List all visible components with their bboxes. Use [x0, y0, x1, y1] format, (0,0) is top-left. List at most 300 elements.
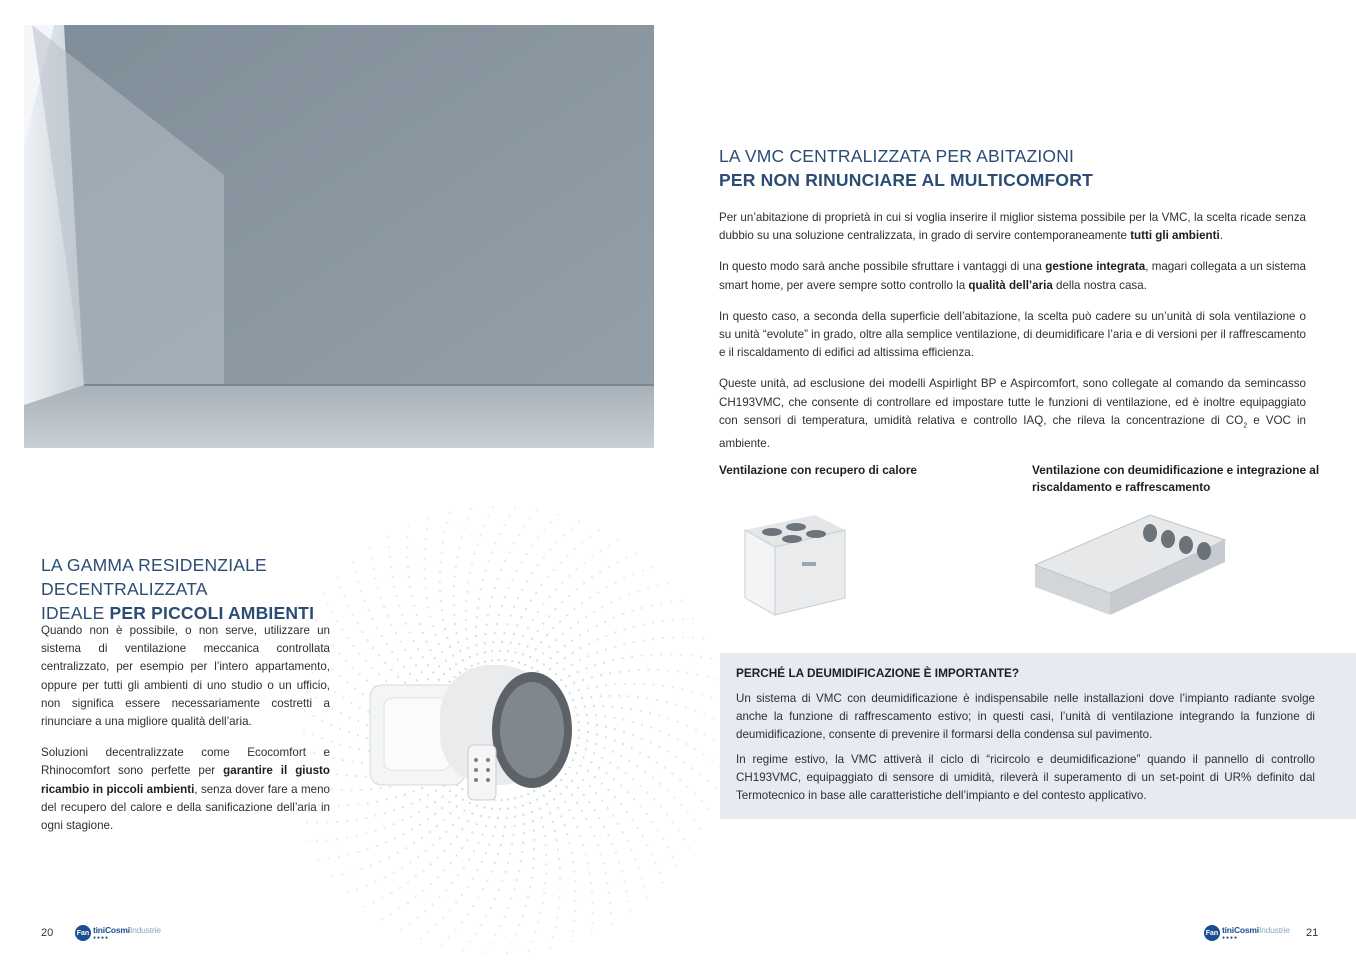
airflow-dot — [407, 902, 409, 904]
airflow-dot — [677, 738, 679, 740]
airflow-dot — [591, 932, 593, 934]
airflow-dot — [533, 839, 535, 841]
airflow-dot — [588, 643, 590, 645]
airflow-dot — [331, 707, 333, 709]
caption-dehumidification: Ventilazione con deumidificazione e integrazione al riscaldamento e raffrescamento — [1032, 463, 1320, 494]
airflow-dot — [575, 588, 577, 590]
centralized-vmc-title — [719, 144, 1319, 192]
airflow-dot — [417, 856, 419, 858]
airflow-dot — [513, 542, 515, 544]
airflow-dot — [379, 860, 381, 862]
airflow-dot — [476, 543, 478, 545]
caption-heat-recovery: Ventilazione con recupero di calore — [719, 463, 917, 477]
airflow-dot — [423, 558, 425, 560]
airflow-dot — [355, 775, 357, 777]
airflow-dot — [435, 924, 437, 926]
airflow-dot — [700, 656, 702, 658]
airflow-dot — [467, 913, 469, 915]
airflow-dot — [432, 625, 434, 627]
airflow-dot — [386, 799, 388, 801]
airflow-dot — [587, 687, 589, 689]
airflow-dot — [599, 571, 601, 573]
paragraph: Per un’abitazione di proprietà in cui si voglia inserire il miglior sistema possibile per la VMC, la scelta ricade senza dubbio su una soluzione centralizzata, in grado di servire contemporaneamente tutti gli ambienti. — [719, 211, 1306, 243]
airflow-dot — [680, 599, 682, 601]
airflow-dot — [485, 915, 487, 917]
airflow-dot — [439, 581, 441, 583]
airflow-dot — [365, 817, 367, 819]
airflow-dot — [589, 597, 591, 599]
airflow-dot — [387, 615, 389, 617]
airflow-dot — [546, 803, 548, 805]
airflow-dot — [525, 905, 527, 907]
airflow-dot — [388, 856, 390, 858]
airflow-dot — [578, 721, 580, 723]
airflow-dot — [716, 679, 718, 681]
airflow-dot — [476, 823, 478, 825]
airflow-dot — [410, 815, 412, 817]
airflow-dot — [523, 525, 525, 527]
airflow-dot — [395, 796, 397, 798]
airflow-dot — [598, 817, 600, 819]
airflow-dot — [667, 847, 669, 849]
airflow-dot — [559, 877, 561, 879]
airflow-dot — [585, 748, 587, 750]
airflow-dot — [695, 729, 697, 731]
airflow-dot — [631, 656, 633, 658]
airflow-dot — [521, 616, 523, 618]
heat-recovery-unit-image — [720, 490, 860, 630]
airflow-dot — [336, 838, 338, 840]
airflow-dot — [428, 931, 430, 933]
airflow-dot — [637, 696, 639, 698]
airflow-dot — [506, 623, 508, 625]
airflow-dot — [555, 785, 557, 787]
airflow-dot — [555, 673, 557, 675]
airflow-dot — [422, 656, 424, 658]
airflow-dot — [620, 803, 622, 805]
airflow-dot — [612, 751, 614, 753]
airflow-dot — [581, 697, 583, 699]
cube-unit-illustration — [720, 490, 860, 630]
airflow-dot — [403, 666, 405, 668]
airflow-dot — [376, 627, 378, 629]
airflow-dot — [591, 922, 593, 924]
airflow-dot — [599, 550, 601, 552]
airflow-dot — [348, 716, 350, 718]
airflow-dot — [449, 812, 451, 814]
airflow-dot — [341, 873, 343, 875]
airflow-dot — [369, 548, 371, 550]
airflow-dot — [452, 824, 454, 826]
airflow-dot — [471, 562, 473, 564]
airflow-dot — [667, 670, 669, 672]
airflow-dot — [462, 799, 464, 801]
airflow-dot — [556, 916, 558, 918]
airflow-dot — [480, 815, 482, 817]
airflow-dot — [549, 946, 551, 948]
airflow-dot — [342, 759, 344, 761]
airflow-dot — [504, 560, 506, 562]
airflow-dot — [533, 790, 535, 792]
airflow-dot — [537, 630, 539, 632]
airflow-dot — [642, 570, 644, 572]
airflow-dot — [416, 614, 418, 616]
airflow-dot — [699, 828, 701, 830]
airflow-dot — [543, 663, 545, 665]
airflow-dot — [338, 652, 340, 654]
airflow-dot — [437, 643, 439, 645]
airflow-dot — [581, 810, 583, 812]
airflow-dot — [608, 892, 610, 894]
airflow-dot — [388, 536, 390, 538]
airflow-dot — [618, 695, 620, 697]
airflow-dot — [429, 616, 431, 618]
airflow-dot — [356, 888, 358, 890]
airflow-dot — [572, 652, 574, 654]
airflow-dot — [687, 811, 689, 813]
airflow-dot — [510, 642, 512, 644]
airflow-dot — [474, 932, 476, 934]
airflow-dot — [573, 817, 575, 819]
airflow-dot — [686, 672, 688, 674]
airflow-dot — [666, 789, 668, 791]
airflow-dot — [583, 794, 585, 796]
airflow-dot — [581, 541, 583, 543]
airflow-dot — [662, 637, 664, 639]
airflow-dot — [522, 915, 524, 917]
airflow-dot — [336, 821, 338, 823]
airflow-dot — [332, 645, 334, 647]
airflow-dot — [545, 844, 547, 846]
logo-dots: ●●●● — [93, 934, 110, 941]
airflow-dot — [391, 576, 393, 578]
airflow-dot — [465, 628, 467, 630]
airflow-dot — [513, 825, 515, 827]
airflow-dot — [564, 801, 566, 803]
airflow-dot — [481, 833, 483, 835]
airflow-dot — [477, 842, 479, 844]
airflow-dot — [628, 670, 630, 672]
airflow-dot — [472, 877, 474, 879]
airflow-dot — [404, 794, 406, 796]
airflow-dot — [408, 923, 410, 925]
airflow-dot — [614, 728, 616, 730]
airflow-dot — [340, 712, 342, 714]
airflow-dot — [513, 888, 515, 890]
airflow-dot — [544, 835, 546, 837]
airflow-dot — [425, 538, 427, 540]
airflow-dot — [587, 655, 589, 657]
airflow-dot — [631, 610, 633, 612]
airflow-dot — [449, 790, 451, 792]
airflow-dot — [477, 869, 479, 871]
airflow-dot — [461, 847, 463, 849]
airflow-dot — [475, 644, 477, 646]
airflow-dot — [484, 633, 486, 635]
airflow-dot — [425, 850, 427, 852]
airflow-dot — [522, 635, 524, 637]
airflow-dot — [561, 601, 563, 603]
airflow-dot — [366, 724, 368, 726]
airflow-dot — [623, 880, 625, 882]
paragraph: Queste unità, ad esclusione dei modelli Aspirlight BP e Aspircomfort, sono collegate al comando da semincasso CH193VMC, che consente di controllare ed impostare tutte le funzioni di ventilazione, ed è inoltre equipaggiato con sensori di temperatura, umidità relativa e controllo IAQ, che rileva la concentrazione di $CO_2$ e VOC in ambiente. — [719, 377, 1306, 451]
airflow-dot — [575, 890, 577, 892]
airflow-dot — [556, 839, 558, 841]
airflow-dot — [458, 817, 460, 819]
airflow-dot — [443, 850, 445, 852]
airflow-dot — [442, 917, 444, 919]
airflow-dot — [397, 675, 399, 677]
airflow-dot — [484, 951, 486, 953]
airflow-dot — [569, 692, 571, 694]
airflow-dot — [596, 724, 598, 726]
airflow-dot — [646, 791, 648, 793]
airflow-dot — [520, 860, 522, 862]
airflow-dot — [614, 646, 616, 648]
airflow-dot — [499, 650, 501, 652]
airflow-dot — [427, 678, 429, 680]
airflow-dot — [572, 759, 574, 761]
airflow-dot — [516, 570, 518, 572]
airflow-dot — [587, 863, 589, 865]
airflow-dot — [529, 802, 531, 804]
airflow-dot — [630, 849, 632, 851]
airflow-dot — [569, 766, 571, 768]
airflow-dot — [356, 819, 358, 821]
airflow-dot — [531, 667, 533, 669]
airflow-dot — [565, 773, 567, 775]
airflow-dot — [485, 825, 487, 827]
airflow-dot — [469, 941, 471, 943]
airflow-dot — [518, 924, 520, 926]
airflow-dot — [533, 829, 535, 831]
airflow-dot — [427, 664, 429, 666]
info-box-title: PERCHÉ LA DEUMIDIFICAZIONE È IMPORTANTE? — [736, 666, 1020, 680]
airflow-dot — [623, 719, 625, 721]
airflow-dot — [420, 938, 422, 940]
airflow-dot — [480, 924, 482, 926]
airflow-dot — [641, 877, 643, 879]
airflow-dot — [417, 648, 419, 650]
airflow-dot — [612, 659, 614, 661]
airflow-dot — [484, 642, 486, 644]
airflow-dot — [523, 832, 525, 834]
airflow-dot — [613, 778, 615, 780]
airflow-dot — [672, 619, 674, 621]
airflow-dot — [471, 813, 473, 815]
airflow-dot — [554, 926, 556, 928]
airflow-dot — [595, 792, 597, 794]
airflow-dot — [604, 715, 606, 717]
airflow-dot — [503, 524, 505, 526]
airflow-dot — [401, 614, 403, 616]
airflow-dot — [408, 576, 410, 578]
airflow-dot — [517, 624, 519, 626]
airflow-dot — [477, 662, 479, 664]
airflow-dot — [591, 577, 593, 579]
airflow-dot — [453, 676, 455, 678]
airflow-dot — [512, 834, 514, 836]
airflow-dot — [680, 654, 682, 656]
page-number-left: 20 — [41, 927, 54, 939]
airflow-dot — [370, 864, 372, 866]
airflow-dot — [402, 833, 404, 835]
airflow-dot — [494, 632, 496, 634]
fantini-cosmi-logo — [1204, 925, 1290, 941]
airflow-dot — [405, 623, 407, 625]
airflow-dot — [446, 637, 448, 639]
airflow-dot — [590, 696, 592, 698]
airflow-dot — [357, 851, 359, 853]
airflow-dot — [482, 888, 484, 890]
airflow-dot — [427, 606, 429, 608]
airflow-dot — [409, 861, 411, 863]
airflow-dot — [575, 752, 577, 754]
airflow-dot — [497, 659, 499, 661]
airflow-dot — [492, 506, 494, 508]
paragraph: In questo modo sarà anche possibile sfruttare i vantaggi di una gestione integrata, magari collegata a un sistema smart home, per avere sempre sotto controllo la qualità dell’aria della nostra casa. — [719, 260, 1307, 292]
airflow-dot — [682, 618, 684, 620]
airflow-dot — [504, 596, 506, 598]
airflow-dot — [647, 756, 649, 758]
airflow-dot — [357, 720, 359, 722]
airflow-dot — [365, 832, 367, 834]
airflow-dot — [454, 576, 456, 578]
airflow-dot — [396, 595, 398, 597]
airflow-dot — [680, 804, 682, 806]
airflow-dot — [411, 595, 413, 597]
airflow-dot — [664, 767, 666, 769]
airflow-dot — [518, 870, 520, 872]
airflow-dot — [646, 813, 648, 815]
airflow-dot — [614, 582, 616, 584]
airflow-dot — [522, 842, 524, 844]
airflow-dot — [456, 632, 458, 634]
airflow-dot — [589, 872, 591, 874]
airflow-dot — [601, 757, 603, 759]
airflow-dot — [643, 887, 645, 889]
airflow-dot — [361, 631, 363, 633]
airflow-dot — [365, 775, 367, 777]
airflow-dot — [445, 889, 447, 891]
airflow-dot — [521, 589, 523, 591]
airflow-dot — [454, 623, 456, 625]
airflow-dot — [495, 934, 497, 936]
airflow-dot — [483, 525, 485, 527]
airflow-dot — [609, 672, 611, 674]
airflow-dot — [603, 747, 605, 749]
airflow-dot — [564, 824, 566, 826]
airflow-dot — [418, 811, 420, 813]
airflow-dot — [595, 714, 597, 716]
airflow-dot — [637, 590, 639, 592]
airflow-dot — [633, 683, 635, 685]
airflow-dot — [605, 635, 607, 637]
airflow-dot — [426, 806, 428, 808]
airflow-dot — [614, 796, 616, 798]
airflow-dot — [557, 514, 559, 516]
airflow-dot — [640, 805, 642, 807]
airflow-dot — [549, 646, 551, 648]
airflow-dot — [441, 609, 443, 611]
airflow-dot — [514, 816, 516, 818]
airflow-dot — [409, 631, 411, 633]
airflow-dot — [386, 643, 388, 645]
airflow-dot — [586, 714, 588, 716]
airflow-dot — [610, 602, 612, 604]
airflow-dot — [393, 809, 395, 811]
airflow-dot — [415, 664, 417, 666]
airflow-dot — [672, 821, 674, 823]
airflow-dot — [511, 660, 513, 662]
airflow-dot — [518, 662, 520, 664]
airflow-dot — [670, 653, 672, 655]
airflow-dot — [518, 643, 520, 645]
airflow-dot — [573, 682, 575, 684]
hero-image — [24, 25, 654, 448]
airflow-dot — [565, 685, 567, 687]
airflow-dot — [514, 651, 516, 653]
airflow-dot — [455, 901, 457, 903]
airflow-dot — [422, 632, 424, 634]
airflow-dot — [508, 551, 510, 553]
airflow-dot — [632, 734, 634, 736]
airflow-dot — [506, 817, 508, 819]
airflow-dot — [589, 826, 591, 828]
airflow-dot — [649, 712, 651, 714]
airflow-dot — [666, 701, 668, 703]
airflow-dot — [340, 743, 342, 745]
airflow-dot — [692, 636, 694, 638]
airflow-dot — [573, 871, 575, 873]
airflow-dot — [506, 952, 508, 954]
airflow-dot — [367, 802, 369, 804]
airflow-dot — [541, 817, 543, 819]
airflow-dot — [608, 545, 610, 547]
airflow-dot — [423, 568, 425, 570]
airflow-dot — [559, 887, 561, 889]
airflow-dot — [457, 641, 459, 643]
airflow-dot — [628, 760, 630, 762]
airflow-dot — [481, 861, 483, 863]
airflow-dot — [432, 672, 434, 674]
airflow-dot — [540, 641, 542, 643]
airflow-dot — [610, 912, 612, 914]
airflow-dot — [442, 619, 444, 621]
airflow-dot — [517, 597, 519, 599]
airflow-dot — [553, 798, 555, 800]
airflow-dot — [415, 876, 417, 878]
airflow-dot — [659, 783, 661, 785]
airflow-dot — [639, 751, 641, 753]
airflow-dot — [411, 803, 413, 805]
airflow-dot — [491, 659, 493, 661]
paragraph: Un sistema di VMC con deumidificazione è indispensabile nelle installazioni dove l’impianto radiante svolge anche la funzione di raffrescamento estivo; in questi casi, l’unità di ventilazione integrando la funzione di deumidificazione, consente di prevenire il formarsi della condensa sul pavimento. — [736, 692, 1315, 742]
airflow-dot — [366, 680, 368, 682]
dehumidification-info-box — [720, 653, 1356, 819]
airflow-dot — [384, 812, 386, 814]
airflow-dot — [384, 827, 386, 829]
airflow-dot — [679, 779, 681, 781]
airflow-dot — [351, 761, 353, 763]
airflow-dot — [346, 836, 348, 838]
airflow-dot — [467, 647, 469, 649]
airflow-dot — [332, 668, 334, 670]
airflow-dot — [430, 863, 432, 865]
airflow-dot — [430, 883, 432, 885]
airflow-dot — [503, 632, 505, 634]
airflow-dot — [637, 827, 639, 829]
